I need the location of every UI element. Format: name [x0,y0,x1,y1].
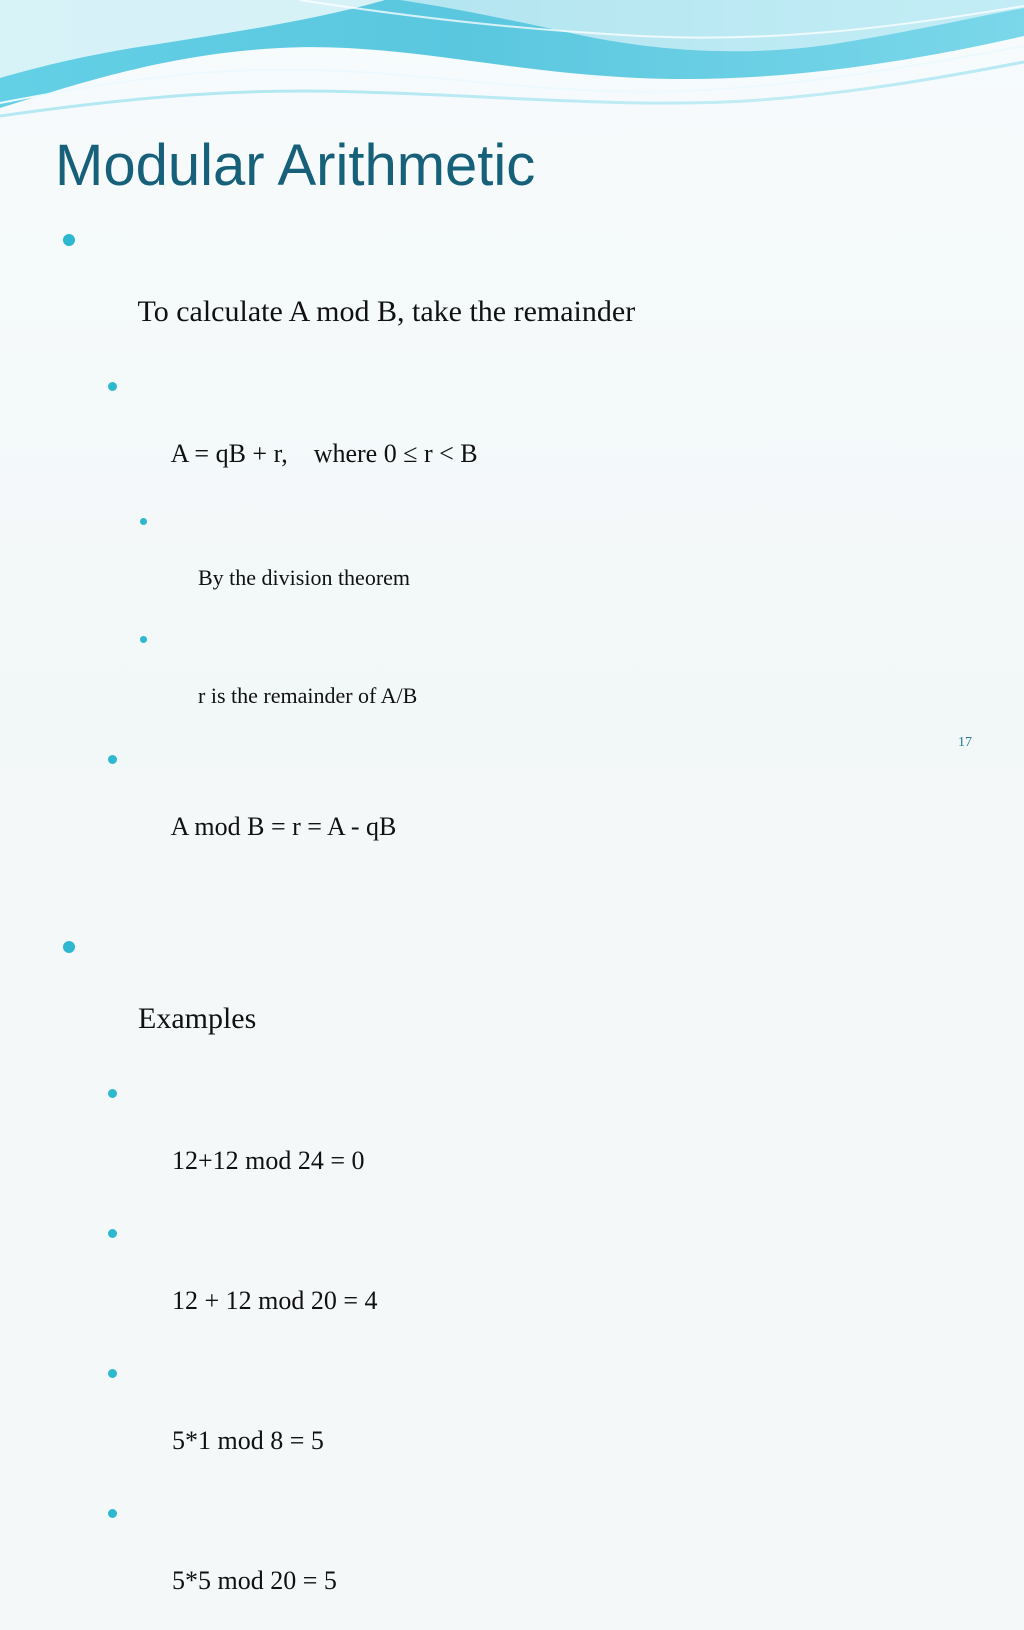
bullet-level-3-remainder [60,626,980,738]
bullet-text: 5*1 mod 8 = 5 [172,1426,324,1455]
bullet-level-1-calculation [60,222,980,366]
bullet-level-3-division-theorem [60,508,980,620]
bullet-level-2-equation [60,371,980,503]
bullet-dot-icon [108,1089,117,1098]
bullet-text: Examples [138,1002,257,1035]
bullet-dot-icon [140,518,147,525]
example-item [60,1078,980,1210]
example-item [60,1498,980,1630]
page-number: 17 [958,735,972,750]
bullet-dot-icon [140,636,147,643]
bullet-level-2-mod-result [60,744,980,876]
bullet-dot-icon [108,382,117,391]
bullet-dot-icon [63,234,75,246]
example-item [60,1218,980,1350]
bullet-text: To calculate A mod B, take the remainder [137,295,636,328]
decorative-wave-header [0,0,1024,130]
slide-title: Modular Arithmetic [55,133,536,198]
slide-content [60,222,980,1630]
bullet-dot-icon [108,755,117,764]
bullet-text: A mod B = r = A - qB [170,812,397,841]
example-item [60,1358,980,1490]
bullet-text: r is the remainder of A/B [198,683,418,708]
bullet-text: 5*5 mod 20 = 5 [172,1566,337,1595]
bullet-dot-icon [108,1509,117,1518]
bullet-text: By the division theorem [198,565,411,590]
bullet-dot-icon [108,1229,117,1238]
bullet-dot-icon [63,941,75,953]
bullet-text: A = qB + r, where 0 ≤ r < B [170,439,478,468]
bullet-level-1-examples [60,929,980,1073]
bullet-dot-icon [108,1369,117,1378]
bullet-text: 12 + 12 mod 20 = 4 [172,1286,378,1315]
bullet-text: 12+12 mod 24 = 0 [172,1146,365,1175]
